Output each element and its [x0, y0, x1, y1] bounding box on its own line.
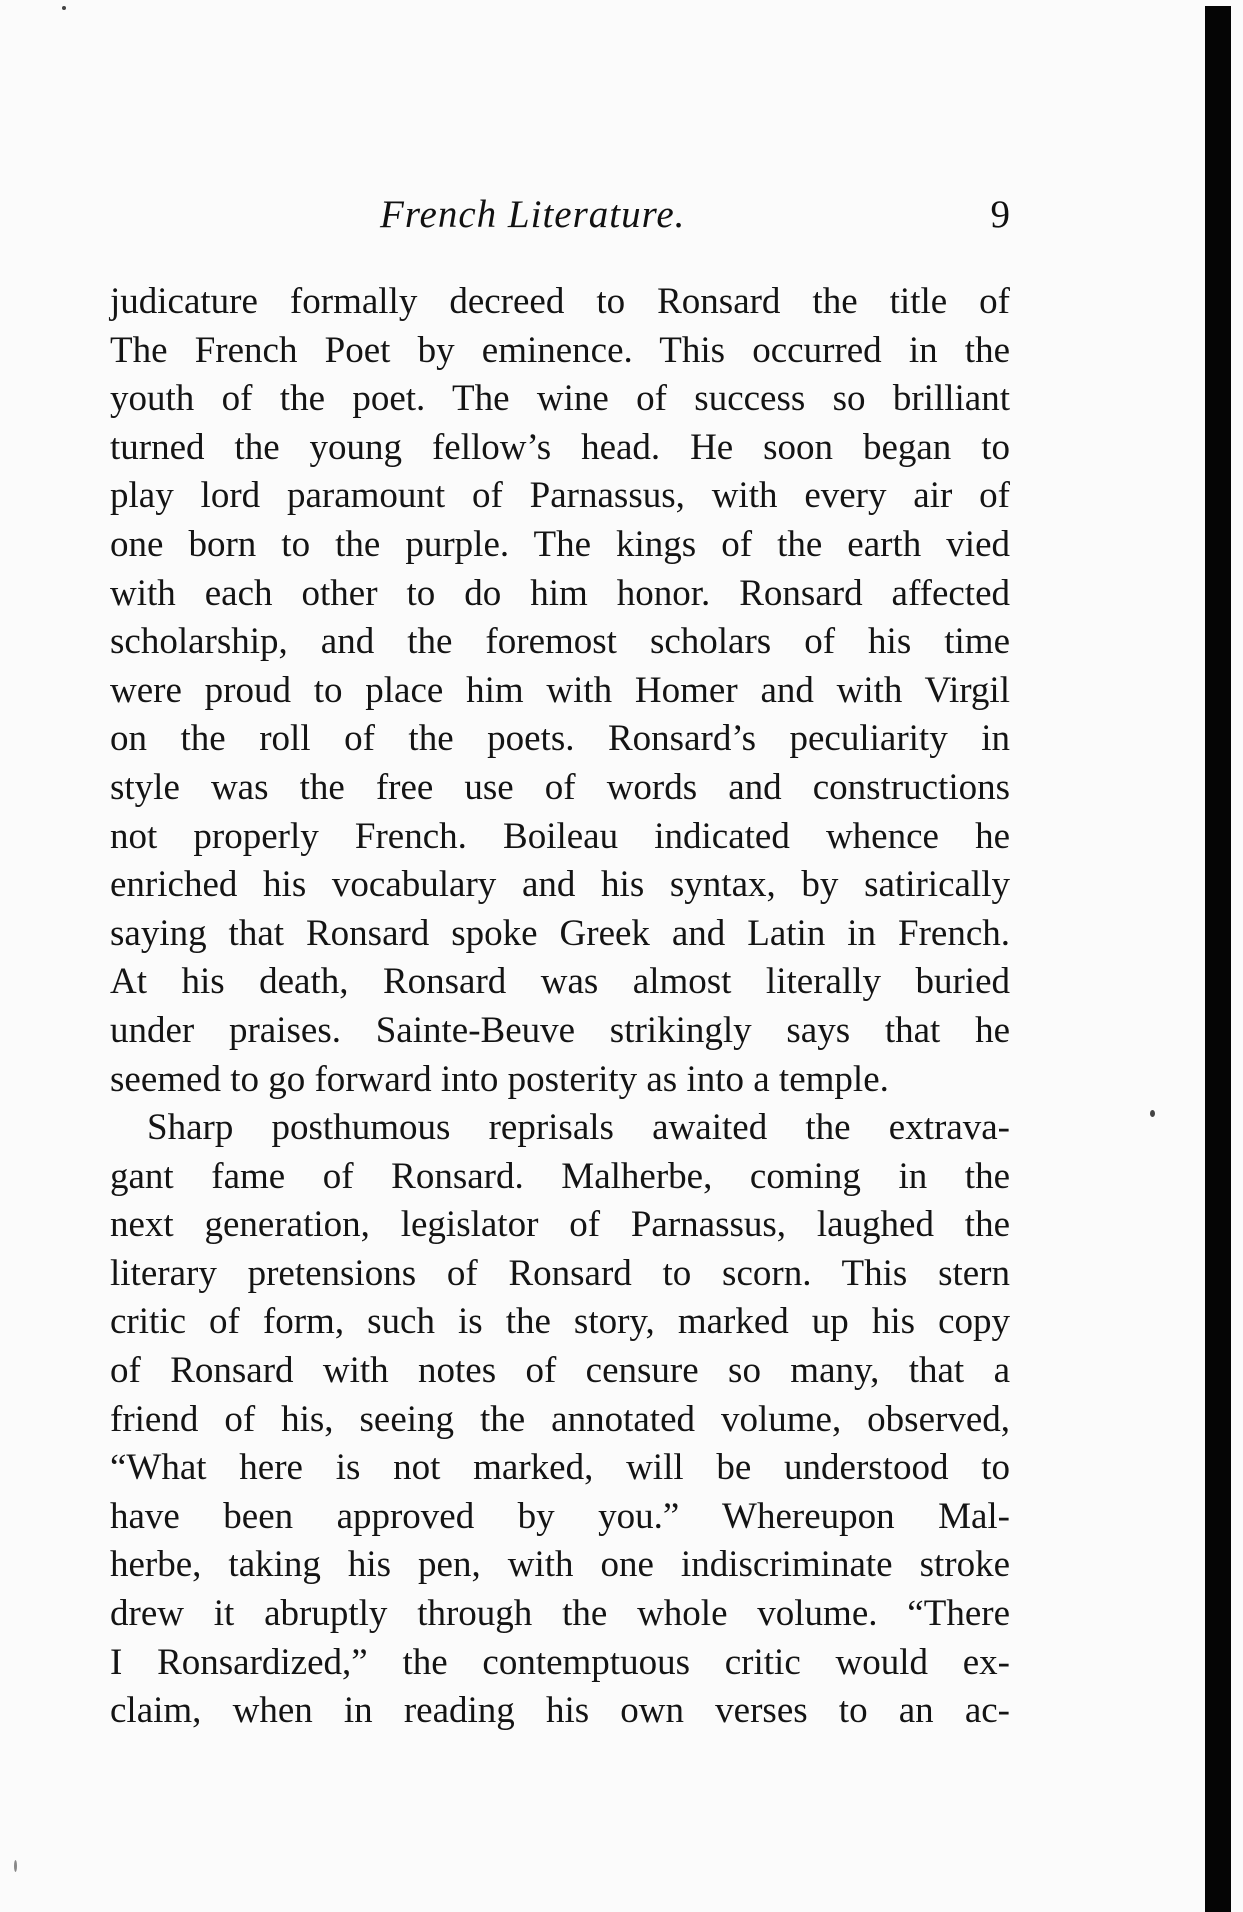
text-line: I Ronsardized,” the contemptuous critic would ex-: [110, 1641, 1010, 1683]
ink-speck: [14, 1860, 17, 1872]
text-line: were proud to place him with Homer and with Virgil: [110, 669, 1010, 711]
text-line: Sharp posthumous reprisals awaited the extrava-: [147, 1107, 1010, 1149]
text-line: style was the free use of words and constructions: [110, 766, 1010, 808]
text-line: scholarship, and the foremost scholars of his time: [110, 621, 1010, 663]
ink-speck: [62, 6, 66, 10]
text-line: critic of form, such is the story, marked up his copy: [110, 1301, 1010, 1343]
scan-edge-shadow: [1205, 6, 1231, 1912]
text-line: The French Poet by eminence. This occurred in the: [110, 329, 1010, 371]
text-line: with each other to do him honor. Ronsard affected: [110, 572, 1010, 614]
paragraph: [110, 278, 1010, 1104]
running-title: French Literature.: [380, 193, 686, 236]
text-line: drew it abruptly through the whole volume. “There: [110, 1593, 1010, 1635]
text-line: of Ronsard with notes of censure so many, that a: [110, 1350, 1010, 1392]
text-line: one born to the purple. The kings of the earth vied: [110, 523, 1010, 565]
text-line: enriched his vocabulary and his syntax, by satirically: [110, 864, 1010, 906]
text-line: have been approved by you.” Whereupon Mal-: [110, 1495, 1010, 1537]
text-line: on the roll of the poets. Ronsard’s peculiarity in: [110, 718, 1010, 760]
text-line: not properly French. Boileau indicated whence he: [110, 815, 1010, 857]
ink-speck: [1150, 1110, 1155, 1117]
paragraph: [110, 1104, 1010, 1736]
running-header: [110, 192, 1010, 246]
text-line: gant fame of Ronsard. Malherbe, coming in the: [110, 1155, 1010, 1197]
text-line: judicature formally decreed to Ronsard the title of: [110, 281, 1010, 322]
text-line: play lord paramount of Parnassus, with every air of: [110, 475, 1010, 517]
text-line: saying that Ronsard spoke Greek and Latin in French.: [110, 912, 1010, 954]
page-number: 9: [990, 193, 1010, 236]
text-line: friend of his, seeing the annotated volume, observed,: [110, 1398, 1010, 1440]
text-line: turned the young fellow’s head. He soon began to: [110, 426, 1010, 468]
text-line: next generation, legislator of Parnassus, laughed the: [110, 1204, 1010, 1246]
text-line: literary pretensions of Ronsard to scorn. This stern: [110, 1252, 1010, 1294]
text-line: seemed to go forward into posterity as into a temple.: [110, 1058, 889, 1100]
text-line: claim, when in reading his own verses to an ac-: [110, 1690, 1010, 1732]
text-line: “What here is not marked, will be understood to: [110, 1447, 1010, 1489]
text-line: under praises. Sainte-Beuve strikingly says that he: [110, 1009, 1010, 1051]
text-line: youth of the poet. The wine of success so brilliant: [110, 378, 1010, 420]
text-line: herbe, taking his pen, with one indiscriminate stroke: [110, 1544, 1010, 1586]
body-text: [110, 278, 1010, 1736]
text-line: At his death, Ronsard was almost literally buried: [110, 961, 1010, 1003]
